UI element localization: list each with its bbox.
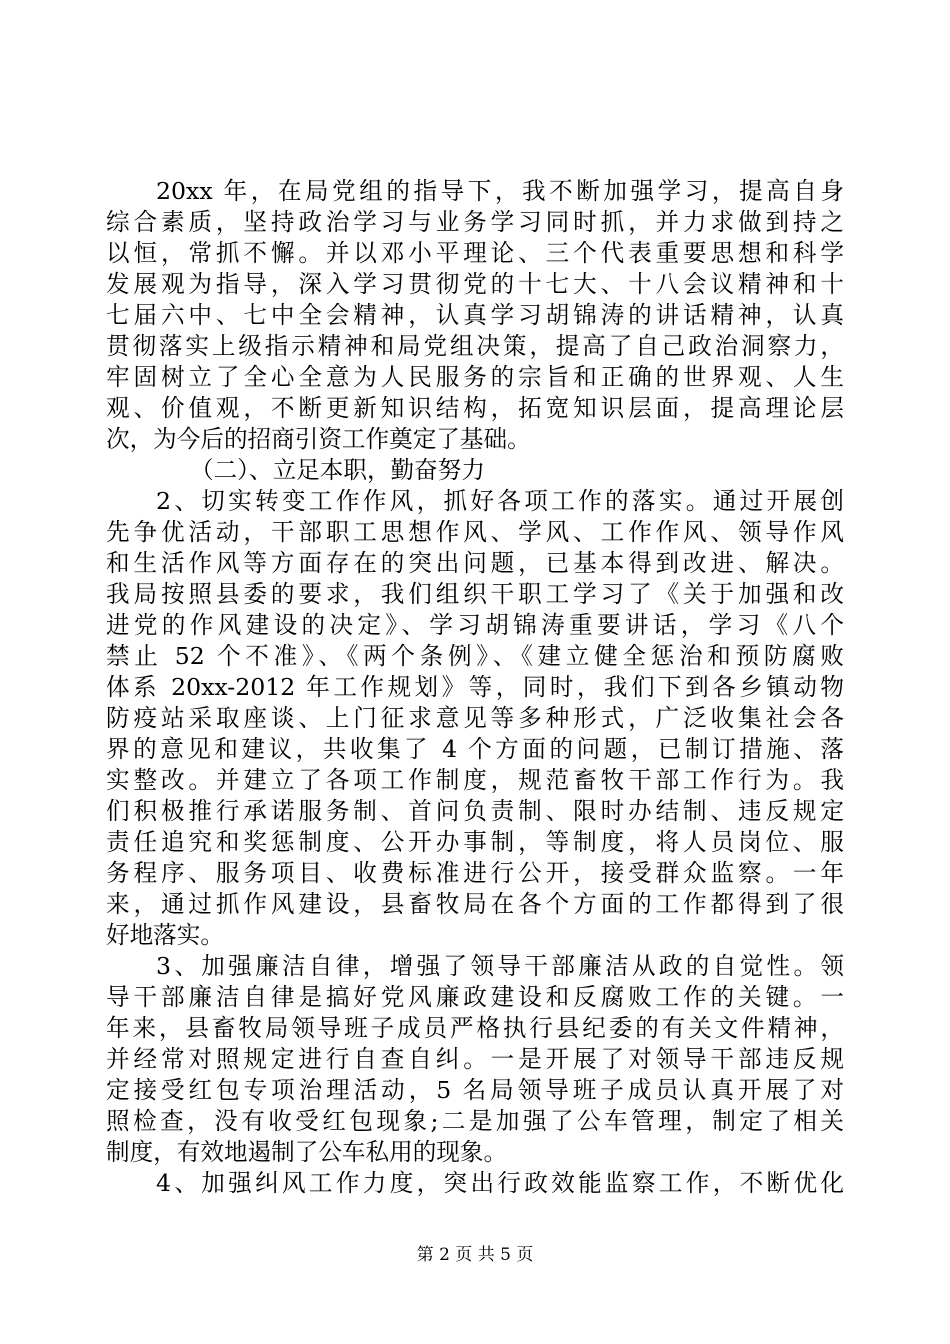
text-line: 我局按照县委的要求，我们组织干职工学习了《关于加强和改 — [106, 580, 844, 608]
text-line: 务程序、服务项目、收费标准进行公开，接受群众监察。一年 — [106, 859, 844, 887]
text-line: 以恒，常抓不懈。并以邓小平理论、三个代表重要思想和科学 — [106, 239, 844, 267]
text-line: 制度，有效地遏制了公车私用的现象。 — [106, 1138, 508, 1166]
text-line: 实整改。并建立了各项工作制度，规范畜牧干部工作行为。我 — [106, 766, 844, 794]
text-line: 导干部廉洁自律是搞好党风廉政建设和反腐败工作的关键。一 — [106, 983, 844, 1011]
text-line: 照检查，没有收受红包现象;二是加强了公车管理，制定了相关 — [106, 1107, 844, 1135]
text-line: 来，通过抓作风建设，县畜牧局在各个方面的工作都得到了很 — [106, 890, 844, 918]
body-text — [106, 176, 844, 1199]
text-line: 4、加强纠风工作力度，突出行政效能监察工作，不断优化 — [156, 1169, 844, 1197]
text-line: 责任追究和奖惩制度、公开办事制，等制度，将人员岗位、服 — [106, 828, 844, 856]
text-line: 定接受红包专项治理活动，5 名局领导班子成员认真开展了对 — [106, 1076, 844, 1104]
page-number-footer: 第 2 页 共 5 页 — [416, 1245, 534, 1265]
text-line: 牢固树立了全心全意为人民服务的宗旨和正确的世界观、人生 — [106, 363, 844, 391]
text-line: 贯彻落实上级指示精神和局党组决策，提高了自己政治洞察力， — [106, 332, 844, 360]
text-line: 综合素质，坚持政治学习与业务学习同时抓，并力求做到持之 — [106, 208, 844, 236]
text-line: 次，为今后的招商引资工作奠定了基础。 — [106, 425, 531, 453]
text-line: 进党的作风建设的决定》、学习胡锦涛重要讲话，学习《八个 — [106, 611, 844, 639]
text-line: 和生活作风等方面存在的突出问题，已基本得到改进、解决。 — [106, 549, 844, 577]
text-line: 防疫站采取座谈、上门征求意见等多种形式，广泛收集社会各 — [106, 704, 844, 732]
text-line: 发展观为指导，深入学习贯彻党的十七大、十八会议精神和十 — [106, 270, 844, 298]
section-heading: （二）、立足本职，勤奋努力 — [190, 456, 485, 484]
text-line: 2、切实转变工作作风，抓好各项工作的落实。通过开展创 — [156, 487, 844, 515]
text-line: 七届六中、七中全会精神，认真学习胡锦涛的讲话精神，认真 — [106, 301, 844, 329]
text-line: 界的意见和建议，共收集了 4 个方面的问题，已制订措施、落 — [106, 735, 844, 763]
text-line: 观、价值观，不断更新知识结构，拓宽知识层面，提高理论层 — [106, 394, 844, 422]
text-line: 20xx 年，在局党组的指导下，我不断加强学习，提高自身 — [156, 177, 844, 205]
text-line: 体系 20xx-2012 年工作规划》等，同时，我们下到各乡镇动物 — [106, 673, 844, 701]
text-line: 年来，县畜牧局领导班子成员严格执行县纪委的有关文件精神， — [106, 1014, 844, 1042]
text-line: 并经常对照规定进行自查自纠。一是开展了对领导干部违反规 — [106, 1045, 844, 1073]
text-line: 好地落实。 — [106, 921, 224, 949]
text-line: 先争优活动，干部职工思想作风、学风、工作作风、领导作风 — [106, 518, 844, 546]
text-line: 禁止 52 个不准》、《两个条例》、《建立健全惩治和预防腐败 — [106, 642, 844, 670]
text-line: 3、加强廉洁自律，增强了领导干部廉洁从政的自觉性。领 — [156, 952, 844, 980]
text-line: 们积极推行承诺服务制、首问负责制、限时办结制、违反规定 — [106, 797, 844, 825]
